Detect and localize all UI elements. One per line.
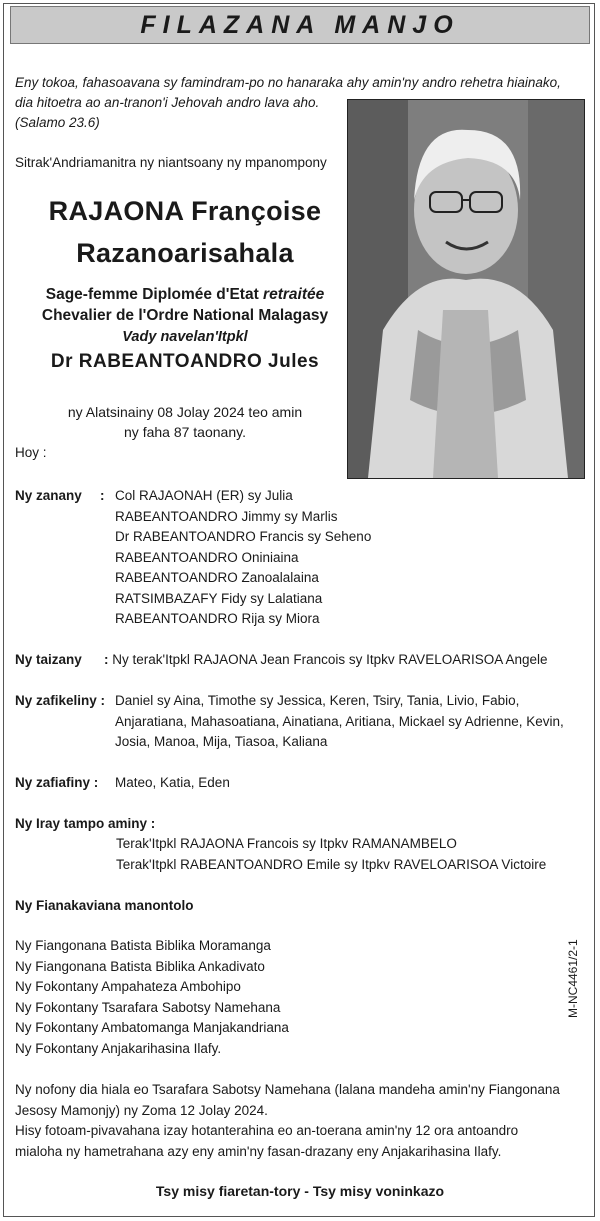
list-item: Ny Fokontany Ambatomanga Manjakandriana xyxy=(15,1020,289,1035)
siblings-label: Ny Iray tampo aminy : xyxy=(15,816,156,831)
funeral-line: Ny nofony dia hiala eo Tsarafara Sabotsy Namehana (lalana mandeha amin'ny Fiangonana xyxy=(15,1082,560,1097)
grandchildren-list xyxy=(115,691,564,753)
list-item: Ny Fiangonana Batista Biblika Ankadivato xyxy=(15,958,265,974)
list-item: Col RAJAONAH (ER) sy Julia xyxy=(115,488,293,503)
list-item: RABEANTOANDRO Zanoalalaina xyxy=(115,570,319,585)
children-colon: : xyxy=(100,488,105,503)
list-item: Dr RABEANTOANDRO Francis sy Seheno xyxy=(115,529,372,544)
list-item: Daniel sy Aina, Timothe sy Jessica, Keren, Tsiry, Tania, Livio, Fabio, xyxy=(115,693,520,708)
foster-children-label: Ny taizany xyxy=(15,652,82,667)
portrait-photo xyxy=(347,99,585,479)
great-grandchildren-label: Ny zafiafiny : xyxy=(15,775,99,790)
page-banner: FILAZANA MANJO xyxy=(10,6,590,44)
age-line: ny faha 87 taonany. xyxy=(124,424,246,440)
death-date-line: ny Alatsinainy 08 Jolay 2024 teo amin xyxy=(67,404,303,420)
profession-title xyxy=(0,286,370,304)
grandchildren-label: Ny zafikeliny : xyxy=(15,693,106,708)
children-label: Ny zanany xyxy=(15,488,82,503)
hoy-label: Hoy : xyxy=(15,445,47,460)
siblings-list xyxy=(116,834,546,875)
list-item: Terak'Itpkl RAJAONA Francois sy Itpkv RAMANAMBELO xyxy=(116,836,457,851)
portrait-illustration xyxy=(348,100,584,478)
husband-name: Dr RABEANTOANDRO Jules xyxy=(50,351,320,372)
family-label: Ny Fianakaviana manontolo xyxy=(15,898,194,913)
verse-line-2: dia hitoetra ao an-tranon'i Jehovah andro lava aho. xyxy=(15,95,320,110)
list-item: RABEANTOANDRO Rija sy Miora xyxy=(115,611,320,626)
deceased-surname: Razanoarisahala xyxy=(76,238,294,268)
funeral-line: Jesosy Mamonjy) ny Zoma 12 Jolay 2024. xyxy=(15,1102,268,1118)
list-item: Anjaratiana, Mahasoatiana, Ainatiana, Aritiana, Mickael sy Adrienne, Kevin, xyxy=(115,713,564,729)
honor-title: Chevalier de l'Ordre National Malagasy xyxy=(41,307,329,324)
widow-label: Vady navelan'Itpkl xyxy=(122,329,248,345)
list-item: Ny Fokontany Anjakarihasina Ilafy. xyxy=(15,1040,222,1056)
list-item: Ny Fokontany Tsarafara Sabotsy Namehana xyxy=(15,999,281,1015)
list-item: Ny Fokontany Ampahateza Ambohipo xyxy=(15,979,241,994)
deceased-name: RAJAONA Françoise xyxy=(48,196,322,226)
profession-text: Sage-femme Diplomée d'Etat xyxy=(45,286,264,303)
funeral-details xyxy=(15,1080,585,1162)
verse-line-1: Eny tokoa, fahasoavana sy famindram-po no hanaraka ahy amin'ny andro rehetra hiainako, xyxy=(15,75,561,90)
list-item: RABEANTOANDRO Oniniaina xyxy=(115,549,299,565)
funeral-line: Hisy fotoam-pivavahana izay hotanterahina eo an-toerana amin'ny 12 ora antoandro xyxy=(15,1123,519,1138)
list-item: Terak'Itpkl RABEANTOANDRO Emile sy Itpkv RAVELOARISOA Victoire xyxy=(116,856,547,872)
funeral-line: mialoha ny hametrahana azy eny amin'ny fasan-drazany eny Anjakarihasina Ilafy. xyxy=(15,1143,502,1159)
list-item: RABEANTOANDRO Jimmy sy Marlis xyxy=(115,508,338,524)
list-item: Ny Fiangonana Batista Biblika Moramanga xyxy=(15,938,271,953)
organizations-list xyxy=(15,936,289,1059)
list-item: Josia, Manoa, Mija, Tiasoa, Kaliana xyxy=(115,734,328,749)
profession-status: retraitée xyxy=(263,286,325,303)
foster-children-value: : Ny terak'Itpkl RAJAONA Jean Francois sy Itpkv RAVELOARISOA Angele xyxy=(104,652,548,667)
verse-reference: (Salamo 23.6) xyxy=(15,115,100,130)
intro-text: Sitrak'Andriamanitra ny niantsoany ny mpanompony xyxy=(15,155,327,170)
footer-note: Tsy misy fiaretan-tory - Tsy misy voninkazo xyxy=(155,1183,445,1199)
children-list xyxy=(115,486,371,630)
reference-code: M-NC4461/2-1 xyxy=(566,939,580,1018)
list-item: RATSIMBAZAFY Fidy sy Lalatiana xyxy=(115,590,323,606)
great-grandchildren-value: Mateo, Katia, Eden xyxy=(115,775,230,790)
